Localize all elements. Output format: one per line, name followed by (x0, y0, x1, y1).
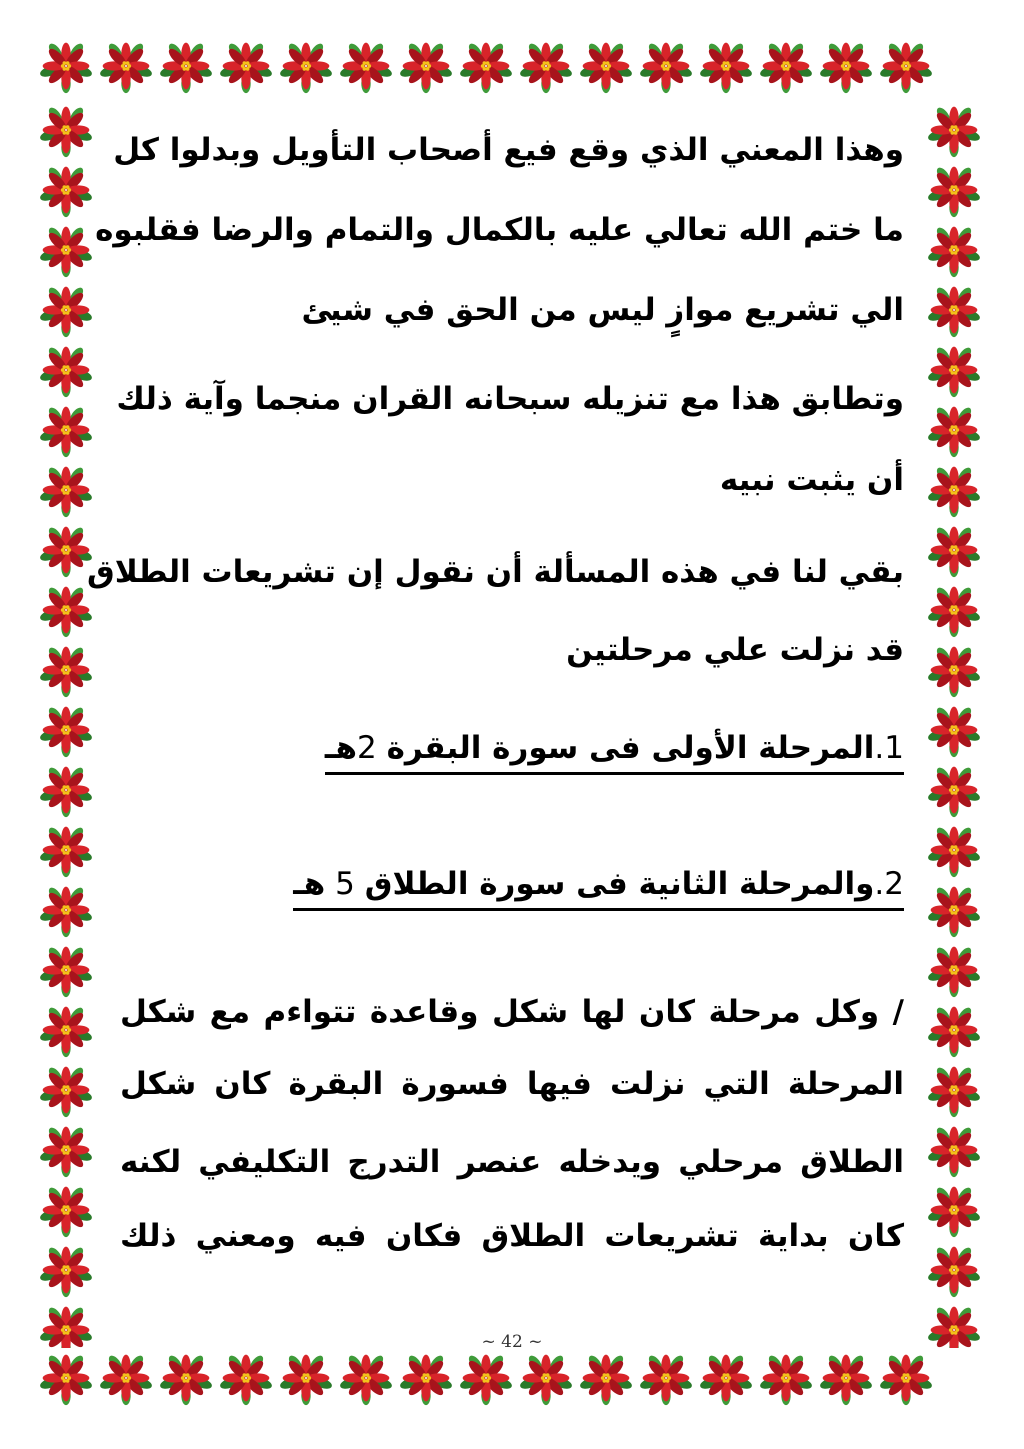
poinsettia-icon (698, 1410, 754, 1412)
body-line: وهذا المعني الذي وقع فيع أصحاب التأويل وبدلوا كل (113, 132, 904, 168)
heading-year: 5 (335, 866, 355, 902)
poinsettia-icon (458, 1410, 514, 1412)
poinsettia-icon (398, 1350, 454, 1406)
poinsettia-icon (638, 38, 694, 94)
poinsettia-icon (38, 222, 94, 278)
poinsettia-icon (698, 98, 754, 100)
poinsettia-icon (926, 1122, 982, 1178)
poinsettia-icon (578, 38, 634, 94)
poinsettia-icon (98, 1410, 154, 1412)
poinsettia-icon (926, 702, 982, 758)
heading-suffix: هـ (293, 866, 326, 902)
poinsettia-icon (218, 1410, 274, 1412)
poinsettia-icon (158, 1350, 214, 1406)
poinsettia-icon (926, 222, 982, 278)
poinsettia-icon (458, 38, 514, 94)
poinsettia-icon (38, 582, 94, 638)
paragraph-line: / وكل مرحلة كان لها شكل وقاعدة تتواءم مع شكل (120, 994, 904, 1030)
poinsettia-icon (338, 38, 394, 94)
poinsettia-icon (818, 38, 874, 94)
poinsettia-icon (218, 98, 274, 100)
poinsettia-icon (926, 822, 982, 878)
poinsettia-icon (38, 1242, 94, 1298)
poinsettia-icon (518, 1410, 574, 1412)
poinsettia-icon (926, 762, 982, 818)
poinsettia-icon (98, 38, 154, 94)
heading-text: المرحلة الأولى فى سورة البقرة (386, 730, 875, 766)
poinsettia-icon (926, 642, 982, 698)
poinsettia-icon (278, 1350, 334, 1406)
poinsettia-icon (338, 98, 394, 100)
poinsettia-icon (38, 162, 94, 218)
poinsettia-icon (278, 1410, 334, 1412)
page-content (87, 110, 904, 1340)
poinsettia-icon (518, 98, 574, 100)
poinsettia-icon (38, 402, 94, 458)
poinsettia-icon (38, 1410, 94, 1412)
poinsettia-icon (38, 102, 94, 158)
poinsettia-icon (758, 1350, 814, 1406)
poinsettia-icon (758, 98, 814, 100)
poinsettia-icon (458, 98, 514, 100)
poinsettia-icon (278, 38, 334, 94)
poinsettia-icon (926, 402, 982, 458)
border-bottom (36, 1348, 988, 1412)
poinsettia-icon (698, 38, 754, 94)
poinsettia-icon (38, 882, 94, 938)
border-left (36, 100, 100, 1348)
poinsettia-icon (38, 642, 94, 698)
poinsettia-icon (926, 162, 982, 218)
poinsettia-icon (926, 462, 982, 518)
poinsettia-icon (158, 38, 214, 94)
poinsettia-icon (758, 1410, 814, 1412)
poinsettia-icon (758, 38, 814, 94)
paragraph-line: الطلاق مرحلي ويدخله عنصر التدرج التكليفي لكنه (120, 1144, 904, 1180)
heading-suffix: هـ (324, 730, 357, 766)
poinsettia-icon (926, 282, 982, 338)
poinsettia-icon (398, 98, 454, 100)
poinsettia-icon (818, 1350, 874, 1406)
stage-two-heading (293, 862, 904, 911)
poinsettia-icon (218, 38, 274, 94)
heading-text: والمرحلة الثانية فى سورة الطلاق (364, 866, 875, 902)
poinsettia-icon (926, 522, 982, 578)
poinsettia-icon (926, 342, 982, 398)
body-line: وتطابق هذا مع تنزيله سبحانه القران منجما وآية ذلك (116, 381, 904, 417)
poinsettia-icon (518, 38, 574, 94)
poinsettia-icon (878, 1350, 934, 1406)
poinsettia-icon (818, 98, 874, 100)
poinsettia-icon (38, 942, 94, 998)
poinsettia-icon (926, 1242, 982, 1298)
poinsettia-icon (38, 1350, 94, 1406)
heading-number: 2. (874, 866, 904, 902)
poinsettia-icon (818, 1410, 874, 1412)
paragraph-line: المرحلة التي نزلت فيها فسورة البقرة كان شكل (120, 1066, 904, 1102)
poinsettia-icon (38, 342, 94, 398)
poinsettia-icon (218, 1350, 274, 1406)
poinsettia-icon (98, 1350, 154, 1406)
poinsettia-icon (638, 1350, 694, 1406)
poinsettia-icon (38, 522, 94, 578)
poinsettia-icon (38, 462, 94, 518)
body-line: الي تشريع موازٍ ليس من الحق في شيئ (301, 292, 904, 328)
poinsettia-icon (38, 1182, 94, 1238)
poinsettia-icon (518, 1350, 574, 1406)
poinsettia-icon (398, 38, 454, 94)
body-line: بقي لنا في هذه المسألة أن نقول إن تشريعات الطلاق (87, 554, 904, 590)
poinsettia-icon (38, 1062, 94, 1118)
body-line: أن يثبت نبيه (719, 462, 904, 498)
heading-year: 2 (356, 730, 377, 766)
poinsettia-icon (458, 1350, 514, 1406)
poinsettia-icon (398, 1410, 454, 1412)
poinsettia-icon (158, 98, 214, 100)
page-number: ~ 42 ~ (481, 1332, 543, 1352)
poinsettia-icon (38, 1002, 94, 1058)
poinsettia-icon (926, 582, 982, 638)
poinsettia-icon (38, 282, 94, 338)
poinsettia-icon (926, 1002, 982, 1058)
poinsettia-icon (638, 1410, 694, 1412)
heading-number: 1. (874, 730, 904, 766)
poinsettia-icon (926, 1182, 982, 1238)
poinsettia-icon (38, 762, 94, 818)
poinsettia-icon (926, 102, 982, 158)
stage-one-heading (325, 726, 904, 775)
poinsettia-icon (98, 98, 154, 100)
poinsettia-icon (698, 1350, 754, 1406)
poinsettia-icon (926, 1062, 982, 1118)
poinsettia-icon (158, 1410, 214, 1412)
poinsettia-icon (38, 702, 94, 758)
poinsettia-icon (878, 38, 934, 94)
border-right (924, 100, 988, 1348)
poinsettia-icon (38, 38, 94, 94)
border-top (36, 36, 988, 100)
poinsettia-icon (278, 98, 334, 100)
poinsettia-icon (578, 1410, 634, 1412)
poinsettia-icon (638, 98, 694, 100)
body-line: ما ختم الله تعالي عليه بالكمال والتمام والرضا فقلبوه (95, 212, 904, 248)
poinsettia-icon (38, 822, 94, 878)
poinsettia-icon (878, 1410, 934, 1412)
poinsettia-icon (338, 1350, 394, 1406)
poinsettia-icon (926, 942, 982, 998)
poinsettia-icon (38, 1122, 94, 1178)
body-line: قد نزلت علي مرحلتين (566, 632, 904, 668)
poinsettia-icon (578, 1350, 634, 1406)
poinsettia-icon (578, 98, 634, 100)
paragraph-line: كان بداية تشريعات الطلاق فكان فيه ومعني ذلك (120, 1218, 904, 1254)
poinsettia-icon (338, 1410, 394, 1412)
poinsettia-icon (926, 882, 982, 938)
